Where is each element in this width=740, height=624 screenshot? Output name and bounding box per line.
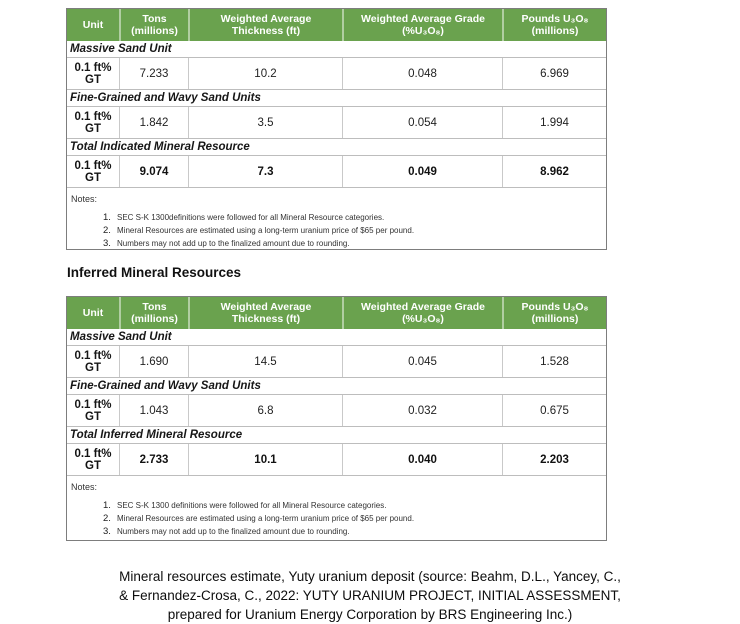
note-number: 2. bbox=[103, 225, 111, 236]
header-line: (millions) bbox=[131, 313, 178, 325]
cell-thickness: 10.2 bbox=[188, 58, 342, 89]
note-text: Mineral Resources are estimated using a long-term uranium price of $65 per pound. bbox=[117, 226, 415, 235]
section-title: Fine-Grained and Wavy Sand Units bbox=[70, 92, 261, 104]
cell-unit bbox=[67, 444, 119, 475]
unit-line2: GT bbox=[85, 459, 101, 472]
cell-tons: 1.043 bbox=[119, 395, 188, 426]
unit-line2: GT bbox=[85, 122, 101, 135]
header-cell-thickness bbox=[188, 297, 342, 329]
section-row-massive bbox=[67, 41, 606, 58]
header-cell-unit bbox=[67, 9, 119, 41]
caption-line: Mineral resources estimate, Yuty uranium deposit (source: Beahm, D.L., Yancey, C., bbox=[119, 569, 621, 584]
note-text: Mineral Resources are estimated using a long-term uranium price of $65 per pound. bbox=[117, 514, 415, 523]
section-title: Massive Sand Unit bbox=[70, 331, 172, 343]
header-line: (%U₃O₈) bbox=[402, 25, 444, 37]
note-item bbox=[103, 213, 600, 224]
note-item bbox=[103, 226, 600, 237]
unit-line1: 0.1 ft% bbox=[74, 398, 112, 411]
unit-line2: GT bbox=[85, 171, 101, 184]
cell-unit bbox=[67, 58, 119, 89]
cell-pounds: 0.675 bbox=[502, 395, 606, 426]
header-line: (%U₃O₈) bbox=[402, 313, 444, 325]
note-number: 3. bbox=[103, 526, 111, 537]
cell-tons: 9.074 bbox=[119, 156, 188, 187]
note-text: SEC S-K 1300 definitions were followed for all Mineral Resource categories. bbox=[117, 501, 387, 510]
inferred-resources-heading: Inferred Mineral Resources bbox=[67, 265, 242, 280]
note-item bbox=[103, 514, 600, 525]
cell-pounds: 1.994 bbox=[502, 107, 606, 138]
section-title: Fine-Grained and Wavy Sand Units bbox=[70, 380, 261, 392]
header-line: Tons bbox=[142, 12, 167, 25]
cell-pounds: 2.203 bbox=[502, 444, 606, 475]
section-row-fine-grained bbox=[67, 378, 606, 395]
cell-thickness: 10.1 bbox=[188, 444, 342, 475]
header-line: (millions) bbox=[531, 313, 579, 325]
table-header-row bbox=[67, 9, 606, 41]
cell-tons: 7.233 bbox=[119, 58, 188, 89]
note-item bbox=[103, 501, 600, 512]
unit-line1: 0.1 ft% bbox=[74, 159, 112, 172]
note-text: Numbers may not add up to the finalized amount due to rounding. bbox=[117, 239, 350, 248]
unit-line1: 0.1 ft% bbox=[74, 61, 112, 74]
notes-block bbox=[67, 188, 606, 250]
data-row-fine-grained bbox=[67, 395, 606, 427]
header-cell-tons bbox=[119, 297, 188, 329]
header-line: Weighted Average bbox=[220, 12, 312, 25]
cell-pounds: 1.528 bbox=[502, 346, 606, 377]
note-text: Numbers may not add up to the finalized amount due to rounding. bbox=[117, 527, 350, 536]
section-row-massive bbox=[67, 329, 606, 346]
cell-pounds: 6.969 bbox=[502, 58, 606, 89]
cell-unit bbox=[67, 156, 119, 187]
section-title: Total Indicated Mineral Resource bbox=[70, 141, 250, 153]
cell-unit bbox=[67, 395, 119, 426]
header-line: Thickness (ft) bbox=[231, 313, 301, 325]
cell-unit bbox=[67, 346, 119, 377]
header-line: Weighted Average Grade bbox=[361, 12, 485, 25]
indicated-resources-table bbox=[66, 8, 607, 250]
header-cell-unit bbox=[67, 297, 119, 329]
note-text: SEC S-K 1300definitions were followed for all Mineral Resource categories. bbox=[117, 213, 385, 222]
section-row-fine-grained bbox=[67, 90, 606, 107]
data-row-fine-grained bbox=[67, 107, 606, 139]
notes-label: Notes: bbox=[71, 194, 98, 204]
table-header-row bbox=[67, 297, 606, 329]
cell-unit bbox=[67, 107, 119, 138]
header-cell-grade bbox=[342, 297, 502, 329]
header-line: Weighted Average Grade bbox=[361, 300, 485, 313]
cell-grade: 0.048 bbox=[342, 58, 502, 89]
cell-tons: 1.690 bbox=[119, 346, 188, 377]
unit-line2: GT bbox=[85, 73, 101, 86]
cell-thickness: 6.8 bbox=[188, 395, 342, 426]
unit-line2: GT bbox=[85, 410, 101, 423]
header-line: (millions) bbox=[531, 25, 579, 37]
unit-line2: GT bbox=[85, 361, 101, 374]
data-row-massive bbox=[67, 58, 606, 90]
cell-pounds: 8.962 bbox=[502, 156, 606, 187]
cell-grade: 0.049 bbox=[342, 156, 502, 187]
section-title: Massive Sand Unit bbox=[70, 43, 172, 55]
note-number: 1. bbox=[103, 500, 111, 511]
caption-line: prepared for Uranium Energy Corporation by BRS Engineering Inc.) bbox=[167, 607, 573, 622]
inferred-resources-table bbox=[66, 296, 607, 541]
cell-tons: 2.733 bbox=[119, 444, 188, 475]
cell-grade: 0.040 bbox=[342, 444, 502, 475]
data-row-total-indicated bbox=[67, 156, 606, 188]
section-title: Total Inferred Mineral Resource bbox=[70, 429, 243, 441]
cell-grade: 0.032 bbox=[342, 395, 502, 426]
header-cell-pounds bbox=[502, 9, 606, 41]
caption-line: & Fernandez-Crosa, C., 2022: YUTY URANIUM PROJECT, INITIAL ASSESSMENT, bbox=[119, 588, 621, 603]
note-item bbox=[103, 527, 600, 538]
header-line: Thickness (ft) bbox=[231, 25, 301, 37]
section-row-total-inferred bbox=[67, 427, 606, 444]
section-row-total-indicated bbox=[67, 139, 606, 156]
header-cell-thickness bbox=[188, 9, 342, 41]
note-number: 1. bbox=[103, 212, 111, 223]
header-line: Unit bbox=[82, 18, 104, 31]
header-cell-tons bbox=[119, 9, 188, 41]
unit-line1: 0.1 ft% bbox=[74, 110, 112, 123]
cell-thickness: 3.5 bbox=[188, 107, 342, 138]
header-line: Tons bbox=[142, 300, 167, 313]
header-line: (millions) bbox=[131, 25, 178, 37]
data-row-massive bbox=[67, 346, 606, 378]
notes-block bbox=[67, 476, 606, 538]
data-row-total-inferred bbox=[67, 444, 606, 476]
cell-grade: 0.054 bbox=[342, 107, 502, 138]
cell-grade: 0.045 bbox=[342, 346, 502, 377]
unit-line1: 0.1 ft% bbox=[74, 447, 112, 460]
note-number: 2. bbox=[103, 513, 111, 524]
cell-thickness: 14.5 bbox=[188, 346, 342, 377]
figure-caption bbox=[0, 567, 740, 624]
unit-line1: 0.1 ft% bbox=[74, 349, 112, 362]
header-line: Weighted Average bbox=[220, 300, 312, 313]
note-number: 3. bbox=[103, 238, 111, 249]
header-cell-grade bbox=[342, 9, 502, 41]
header-line: Pounds U₃O₈ bbox=[521, 300, 589, 313]
notes-label: Notes: bbox=[71, 482, 98, 492]
header-line: Pounds U₃O₈ bbox=[521, 12, 589, 25]
note-item bbox=[103, 239, 600, 250]
cell-tons: 1.842 bbox=[119, 107, 188, 138]
header-line: Unit bbox=[82, 306, 104, 319]
cell-thickness: 7.3 bbox=[188, 156, 342, 187]
header-cell-pounds bbox=[502, 297, 606, 329]
